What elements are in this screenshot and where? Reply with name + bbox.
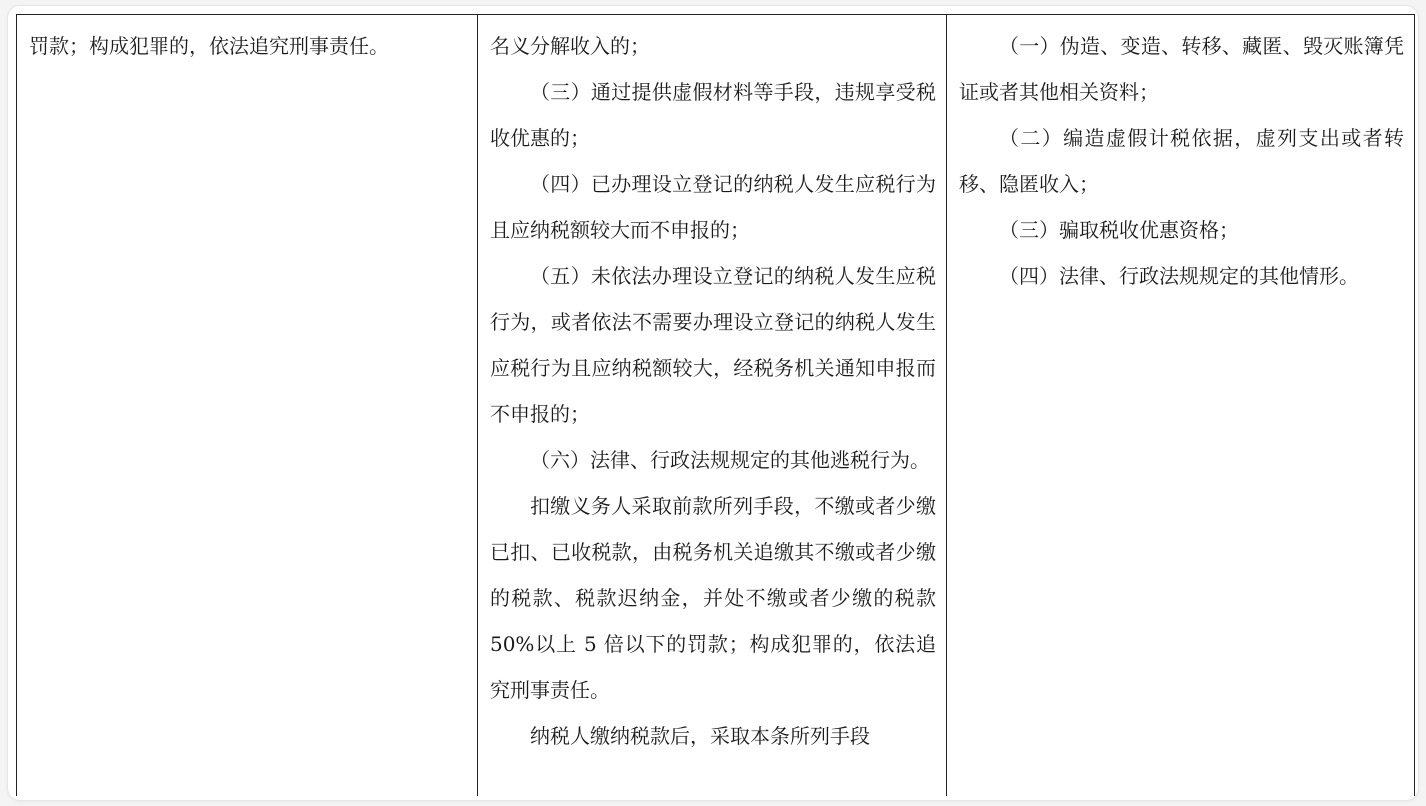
paragraph: （五）未依法办理设立登记的纳税人发生应税行为，或者依法不需要办理设立登记的纳税人发生应税行为且应纳税额较大，经税务机关通知申报而不申报的； [489, 264, 936, 426]
paragraph: （一）伪造、变造、转移、藏匿、毁灭账簿凭证或者其他相关资料； [958, 34, 1404, 104]
paragraph: （六）法律、行政法规规定的其他逃税行为。 [529, 448, 930, 472]
table-cell-right [946, 15, 1414, 797]
table-row [17, 15, 1415, 797]
paragraph: 纳税人缴纳税款后，采取本条所列手段 [529, 724, 870, 748]
paragraph: （三）通过提供虚假材料等手段，违规享受税收优惠的； [489, 80, 936, 150]
paragraph: （四）法律、行政法规规定的其他情形。 [998, 264, 1359, 288]
paragraph: （四）已办理设立登记的纳税人发生应税行为且应纳税额较大而不申报的； [489, 172, 936, 242]
document-frame [8, 6, 1418, 800]
table-cell-middle [477, 15, 946, 797]
paragraph: 罚款；构成犯罪的，依法追究刑事责任。 [29, 34, 389, 58]
paragraph: 名义分解收入的； [489, 34, 650, 58]
table-cell-left [17, 15, 478, 797]
paragraph: 扣缴义务人采取前款所列手段，不缴或者少缴已扣、已收税款，由税务机关追缴其不缴或者少缴的税款、税款迟纳金，并处不缴或者少缴的税款 50%以上 5 倍以下的罚款；构成犯罪的，依法追究刑事责任。 [489, 494, 936, 702]
comparison-table [16, 14, 1415, 796]
paragraph: （三）骗取税收优惠资格； [998, 218, 1239, 242]
paragraph: （二）编造虚假计税依据，虚列支出或者转移、隐匿收入； [958, 126, 1404, 196]
